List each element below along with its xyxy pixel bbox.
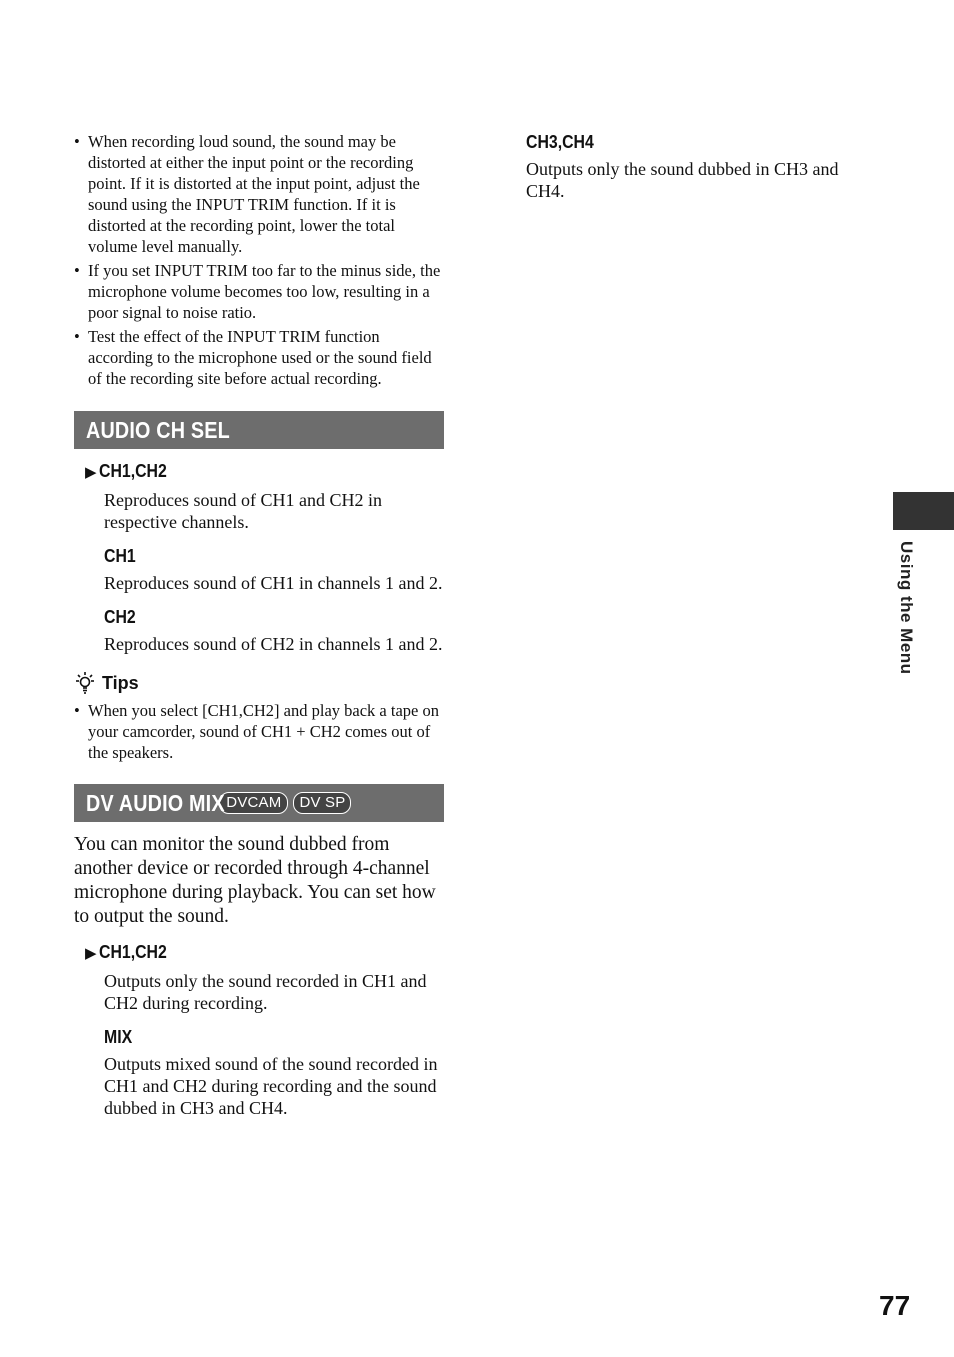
option-ch2: CH2 Reproduces sound of CH2 in channels 1 and 2. (104, 607, 443, 654)
dv-sp-badge: DV SP (293, 792, 351, 814)
dv-audio-mix-heading: DV AUDIO MIX DVCAM DV SP (74, 784, 444, 822)
page-number: 77 (879, 1290, 911, 1321)
dv-audio-mix-intro: You can monitor the sound dubbed from another device or recorded through 4-channel microphone during playback. You can set how to output the sound. (74, 834, 436, 927)
list-item: • Test the effect of the INPUT TRIM function according to the microphone used or the sound field of the recording site before actual recording. (74, 327, 432, 388)
dvcam-badge: DVCAM (219, 792, 288, 814)
option-mix: MIX Outputs mixed sound of the sound recorded in CH1 and CH2 during recording and the sound dubbed in CH3 and CH4. (104, 1027, 438, 1118)
option-ch1-ch2: ▶ CH1,CH2 Reproduces sound of CH1 and CH2 in respective channels. (85, 461, 382, 532)
notes-list (74, 131, 444, 389)
list-item: • If you set INPUT TRIM too far to the minus side, the microphone volume becomes too low, resulting in a poor signal to noise ratio. (74, 261, 441, 322)
option-ch3-ch4: CH3,CH4 Outputs only the sound dubbed in CH3 and CH4. (526, 132, 839, 201)
tips-list (74, 700, 444, 763)
lightbulb-icon (74, 671, 96, 695)
option-ch1-ch2: ▶ CH1,CH2 Outputs only the sound recorded in CH1 and CH2 during recording. (85, 942, 427, 1013)
list-item: • When you select [CH1,CH2] and play back a tape on your camcorder, sound of CH1 + CH2 comes out of the speakers. (74, 701, 439, 762)
left-column (74, 131, 444, 1119)
right-column (526, 131, 876, 202)
section-tab (893, 492, 954, 530)
option-ch1: CH1 Reproduces sound of CH1 in channels 1 and 2. (104, 546, 443, 593)
default-arrow-icon: ▶ (85, 945, 97, 962)
tips-heading: Tips (74, 671, 444, 695)
default-arrow-icon: ▶ (85, 464, 97, 481)
list-item: • When recording loud sound, the sound may be distorted at either the input point or the recording point. If it is distorted at the input point, adjust the sound using the INPUT TRIM function. If it is distorted at the recording point, lower the total volume level manually. (74, 132, 420, 256)
audio-ch-sel-heading: AUDIO CH SEL (74, 411, 444, 449)
section-side-label: Using the Menu (897, 541, 916, 675)
